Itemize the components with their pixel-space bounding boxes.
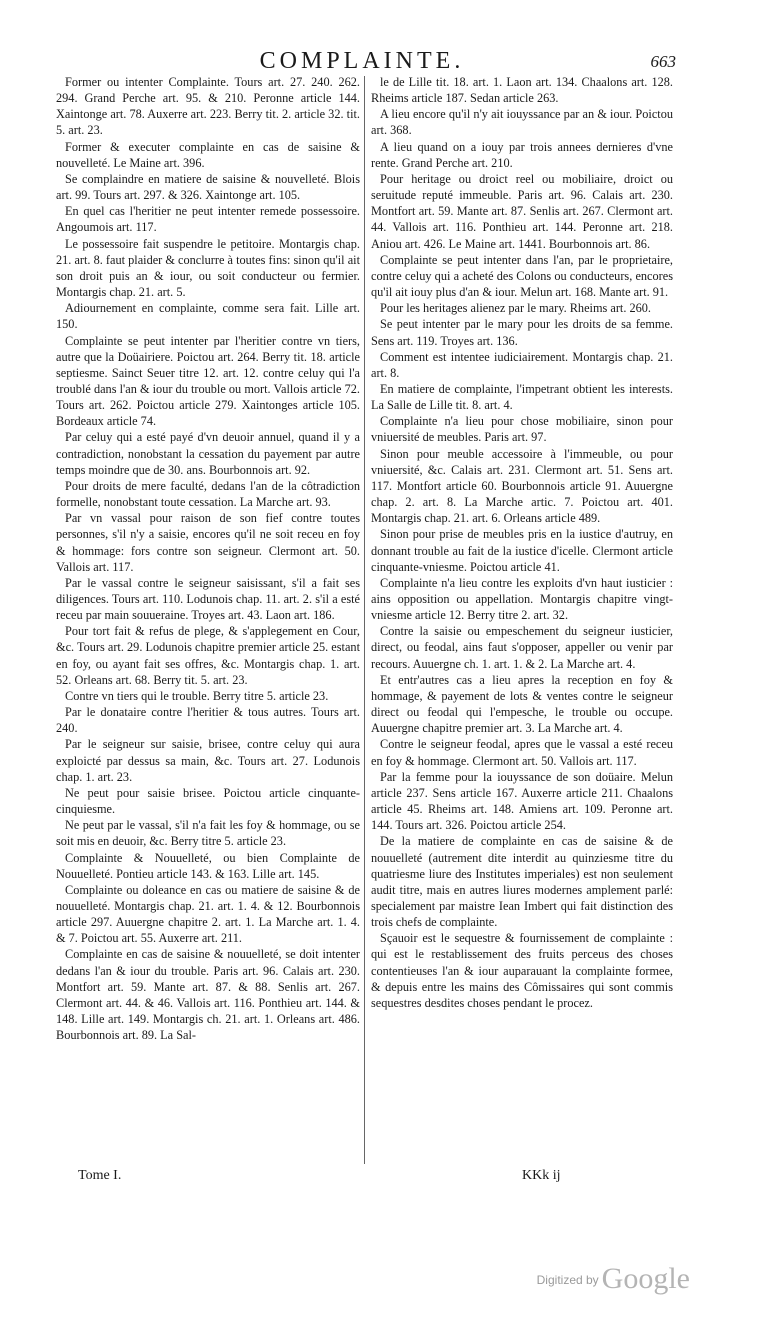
entry-paragraph: Pour tort fait & refus de plege, & s'applegement en Cour, &c. Tours art. 29. Lodunois chapitre premier article 25. estant en foy, ou ayant fait ses offres, &c. Montargis chap. 1. art. 52. Orleans art. 68. Berry tit. 5. art. 23. <box>56 624 360 687</box>
entry-paragraph: En quel cas l'heritier ne peut intenter remede possessoire. Angoumois art. 117. <box>56 204 360 235</box>
entry-paragraph: Le possessoire fait suspendre le petitoire. Montargis chap. 21. art. 8. faut plaider & conclurre à toutes fins: sinon qu'il ait son droit puis an & iour, ou soit conducteur ou fermier. Montargis chap. 21. art. 5. <box>56 236 360 300</box>
running-header <box>52 48 676 76</box>
entry-paragraph: Pour heritage ou droict reel ou mobiliaire, droict ou seruitude reputé immeuble. Paris art. 96. Calais art. 230. Montfort art. 59. Mante art. 87. Senlis art. 267. Clermont art. 44. Vallois art. 116. Ponthieu art. 144. Peronne art. 218. Aniou art. 426. Le Maine art. 1441. Bourbonnois art. 86. <box>371 171 673 251</box>
entry-paragraph: Par celuy qui a esté payé d'vn deuoir annuel, quand il y a contradiction, nonobstant la cessation du payement par autre temps moindre que de 30. ans. Bourbonnois art. 92. <box>56 430 360 477</box>
right-column <box>371 74 673 1011</box>
entry-paragraph: Complainte n'a lieu pour chose mobiliaire, sinon pour vniuersité de meubles. Paris art. 97. <box>371 414 673 445</box>
entry-paragraph: Ne peut pour saisie brisee. Poictou article cinquante-cinquiesme. <box>56 785 360 817</box>
entry-paragraph: Par vn vassal pour raison de son fief contre toutes personnes, s'il n'y a saisie, encores qu'il ne soit receu en foy & hommage: fors contre son seigneur. Clermont art. 50. Vallois art. 117. <box>56 511 360 574</box>
volume-label: Tome I. <box>78 1168 122 1183</box>
entry-paragraph: Contre vn tiers qui le trouble. Berry titre 5. article 23. <box>65 688 329 703</box>
entry-paragraph: Ne peut par le vassal, s'il n'a fait les foy & hommage, ou se soit mis en deuoir, &c. Berry titre 5. article 23. <box>56 818 360 849</box>
entry-paragraph: le de Lille tit. 18. art. 1. Laon art. 134. Chaalons art. 128. Rheims article 187. Sedan article 263. <box>371 75 673 106</box>
entry-paragraph: Sinon pour prise de meubles pris en la iustice d'autruy, en donnant trouble au fait de la iustice d'icelle. Clermont article cinquante-vniesme. Poictou article 41. <box>371 527 673 574</box>
entry-paragraph: Complainte se peut intenter par l'heritier contre vn tiers, autre que la Doüairiere. Poictou art. 264. Berry tit. 18. article septiesme. Sainct Seuer titre 12. art. 12. contre celuy qui l'a troublé dans l'an & iour du trouble ou mort. Vallois article 72. Tours art. 262. Poictou article 279. Xaintonges article 105. Bordeaux article 74. <box>56 333 360 429</box>
entry-paragraph: Par la femme pour la iouyssance de son doüaire. Melun article 237. Sens article 167. Auxerre article 211. Chaalons article 45. Rheims art. 148. Amiens art. 109. Peronne art. 144. Tours art. 326. Poictou article 254. <box>371 769 673 833</box>
page-number: 663 <box>650 52 676 71</box>
entry-paragraph: Par le donataire contre l'heritier & tous autres. Tours art. 240. <box>56 705 360 736</box>
column-divider <box>364 76 365 1164</box>
entry-paragraph: Complainte n'a lieu contre les exploits d'vn haut iusticier : ains opposition ou appellation. Montargis chapitre vingt-vniesme article 12. Berry titre 2. art. 32. <box>371 575 673 623</box>
entry-paragraph: Et entr'autres cas a lieu apres la reception en foy & hommage, & payement de lots & ventes contre le seigneur direct ou feodal qui l'empesche, le trouble ou occupe. Auuergne chapitre premier art. 3. La Marche art. 4. <box>371 672 673 736</box>
entry-paragraph: Sçauoir est le sequestre & fournissement de complainte : qui est le restablissement des fruits perceus des choses contentieuses l'an & iour auparauant la complainte formee, & depuis entre les mains des Cômissaires qui sont commis sequestres desdites choses pendant le procez. <box>371 931 673 1010</box>
entry-paragraph: Former ou intenter Complainte. Tours art. 27. 240. 262. 294. Grand Perche art. 95. & 210. Peronne article 144. Xaintonge art. 78. Auxerre art. 223. Berry tit. 2. article 32. tit. 5. art. 23. <box>56 75 360 138</box>
page-title: COMPLAINTE. <box>259 48 465 74</box>
google-logo: Google <box>601 1262 690 1295</box>
entry-paragraph: Sinon pour meuble accessoire à l'immeuble, ou pour vniuersité, &c. Calais art. 231. Clermont art. 51. Sens art. 117. Montfort article 60. Bourbonnois article 91. Auuergne chap. 2. art. 8. La Marche artic. 7. Poictou art. 401. Montargis chap. 21. art. 6. Orleans article 489. <box>371 446 673 526</box>
entry-paragraph: Complainte se peut intenter dans l'an, par le proprietaire, contre celuy qui a acheté des Colons ou conducteurs, encores qu'il ait iouy plus d'an & iour. Melun art. 168. Mante art. 91. <box>371 252 673 300</box>
entry-paragraph: Adiournement en complainte, comme sera fait. Lille art. 150. <box>56 301 360 332</box>
google-watermark <box>537 1262 690 1302</box>
signature-mark: KKk ij <box>522 1168 561 1183</box>
entry-paragraph: De la matiere de complainte en cas de saisine & de nouuelleté (autrement dite interdit au quinziesme titre du quatriesme liure des Institutes imperiales) est non seulement audit titre, mais en autres liures modernes amplement parlé: specialement par maistre Iean Imbert qui fait distinction des trois chefs de complainte. <box>371 834 673 930</box>
entry-paragraph: Par le vassal contre le seigneur saisissant, s'il a fait ses diligences. Tours art. 110. Lodunois chap. 11. art. 2. s'il a esté receu par main souueraine. Troyes art. 43. Laon art. 186. <box>56 575 360 623</box>
entry-paragraph: A lieu quand on a iouy par trois annees dernieres d'vne rente. Grand Perche art. 210. <box>371 139 673 170</box>
digitized-by-label: Digitized by <box>536 1273 599 1287</box>
entry-paragraph: Se complaindre en matiere de saisine & nouvelleté. Blois art. 99. Tours art. 297. & 326. Xaintonge art. 105. <box>56 171 360 203</box>
page-footer <box>56 1168 672 1186</box>
entry-paragraph: Complainte en cas de saisine & nouuelleté, se doit intenter dedans l'an & iour du trouble. Paris art. 96. Calais art. 230. Montfort art. 59. Mante art. 87. & 88. Senlis art. 267. Clermont art. 44. & 46. Vallois art. 116. Ponthieu art. 144. & 148. Lille art. 149. Montargis ch. 21. art. 1. Orleans art. 486. Bourbonnois art. 89. La Sal- <box>56 947 360 1043</box>
entry-paragraph: En matiere de complainte, l'impetrant obtient les interests. La Salle de Lille tit. 8. art. 4. <box>371 381 673 413</box>
entry-paragraph: Comment est intentee iudiciairement. Montargis chap. 21. art. 8. <box>371 349 673 380</box>
entry-paragraph: Par le seigneur sur saisie, brisee, contre celuy qui aura exploicté par dessus sa main, &c. Tours art. 27. Lodunois chap. 1. art. 23. <box>56 737 360 784</box>
entry-paragraph: Se peut intenter par le mary pour les droits de sa femme. Sens art. 119. Troyes art. 136. <box>371 317 673 348</box>
entry-paragraph: Pour les heritages alienez par le mary. Rheims art. 260. <box>380 301 652 316</box>
entry-paragraph: Pour droits de mere faculté, dedans l'an de la côtradiction formelle, nonobstant toute cessation. La Marche art. 93. <box>56 478 360 510</box>
entry-paragraph: Contre le seigneur feodal, apres que le vassal a esté receu en foy & hommage. Clermont art. 50. Vallois art. 117. <box>371 737 673 768</box>
entry-paragraph: Complainte & Nouuelleté, ou bien Complainte de Nouuelleté. Pontieu article 143. & 163. Lille art. 145. <box>56 850 360 881</box>
left-column <box>56 74 360 1043</box>
entry-paragraph: Former & executer complainte en cas de saisine & nouvelleté. Le Maine art. 396. <box>56 139 360 170</box>
entry-paragraph: A lieu encore qu'il n'y ait iouyssance par an & iour. Poictou art. 368. <box>371 107 673 138</box>
entry-paragraph: Complainte ou doleance en cas ou matiere de saisine & de nouuelleté. Montargis chap. 21. art. 1. 4. & 12. Bourbonnois article 297. Auuergne chapitre 2. art. 1. La Marche art. 1. 4. & 7. Poictou art. 55. Auxerre art. 211. <box>56 882 360 946</box>
entry-paragraph: Contre la saisie ou empeschement du seigneur iusticier, direct, ou feodal, ains faut s'opposer, appeller ou venir par recours. Auuergne ch. 1. art. 1. & 2. La Marche art. 4. <box>371 624 673 671</box>
